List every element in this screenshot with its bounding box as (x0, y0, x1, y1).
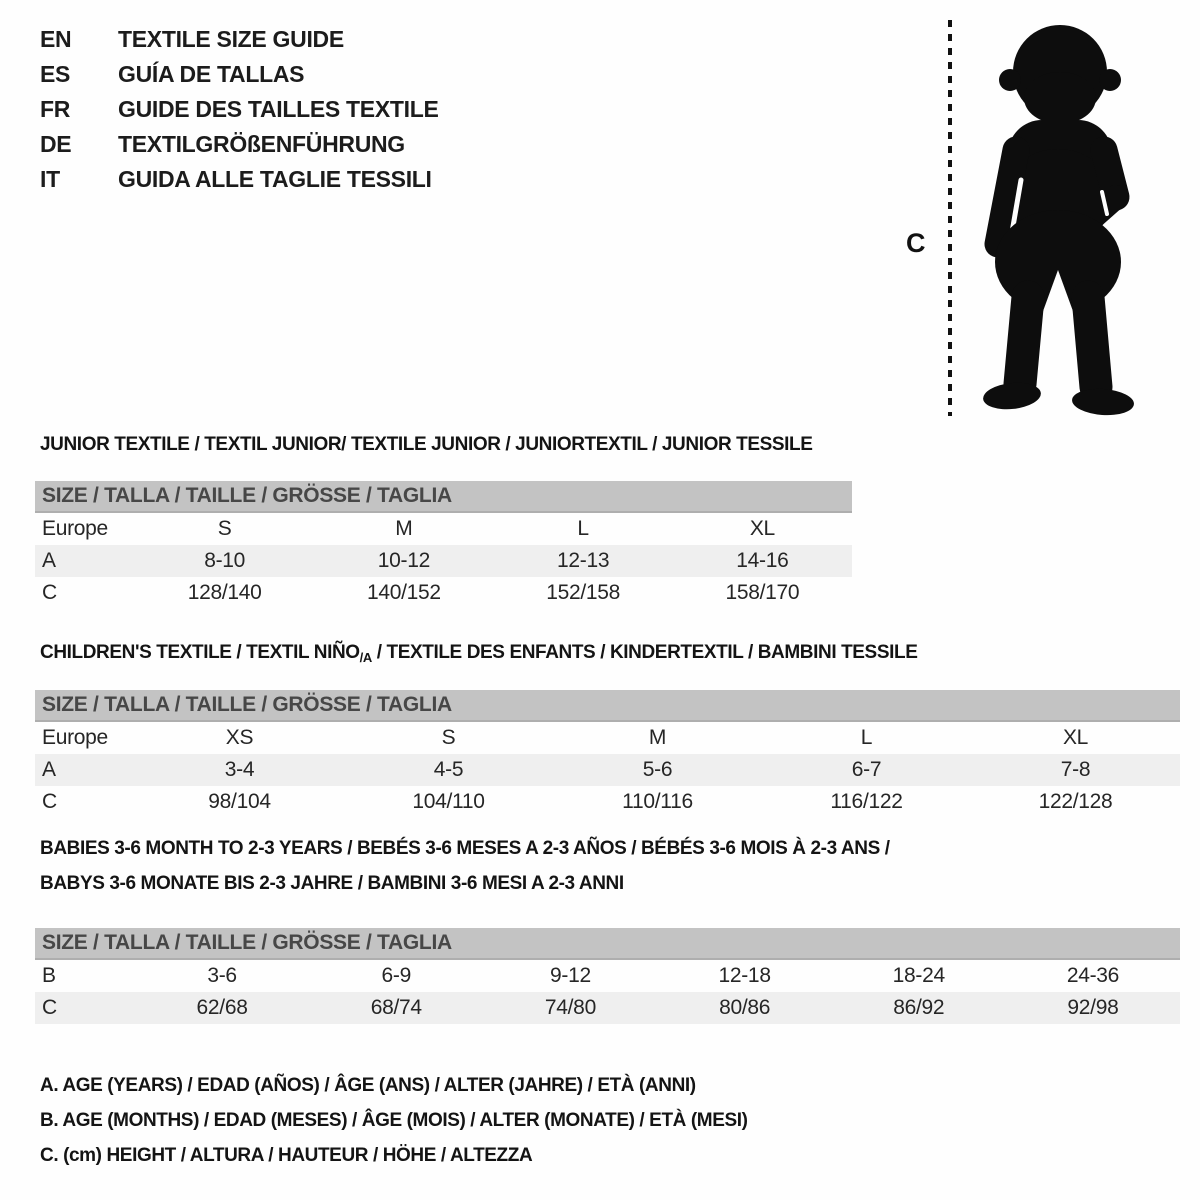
table-cell: XL (1062, 726, 1089, 749)
junior-section-title: JUNIOR TEXTILE / TEXTIL JUNIOR/ TEXTILE JUNIOR / JUNIORTEXTIL / JUNIOR TESSILE (40, 434, 813, 455)
table-cell: 18-24 (892, 964, 945, 987)
row-label: B (42, 964, 56, 987)
language-row-es (40, 57, 439, 92)
babies-table (35, 928, 1180, 1024)
table-cell: 74/80 (544, 996, 596, 1019)
size-header-band: SIZE / TALLA / TAILLE / GRÖSSE / TAGLIA (35, 690, 1180, 722)
note-age-years: A. AGE (YEARS) / EDAD (AÑOS) / ÂGE (ANS) / ALTER (JAHRE) / ETÀ (ANNI) (40, 1075, 696, 1096)
row-label: Europe (42, 726, 108, 749)
table-cell: 104/110 (412, 790, 485, 813)
language-code: EN (40, 26, 72, 52)
table-cell: S (441, 726, 456, 749)
table-row (35, 577, 852, 609)
table-cell: 9-12 (550, 964, 591, 987)
table-cell: 110/116 (622, 790, 693, 813)
table-cell: 140/152 (366, 581, 441, 604)
note-age-months: B. AGE (MONTHS) / EDAD (MESES) / ÂGE (MOIS) / ALTER (MONATE) / ETÀ (MESI) (40, 1110, 748, 1131)
language-title: TEXTILGRÖßENFÜHRUNG (118, 131, 405, 157)
table-cell: 68/74 (370, 996, 422, 1019)
table-cell: 8-10 (204, 549, 246, 572)
toddler-silhouette-icon (982, 25, 1135, 417)
table-cell: 10-12 (377, 549, 430, 572)
children-title-post: / TEXTILE DES ENFANTS / KINDERTEXTIL / BAMBINI TESSILE (371, 642, 918, 663)
children-table (35, 690, 1180, 818)
junior-table (35, 481, 852, 609)
children-title-pre: CHILDREN'S TEXTILE / TEXTIL NIÑO (40, 642, 360, 663)
table-row (35, 960, 1180, 992)
table-cell: 24-36 (1066, 964, 1120, 987)
table-cell: 158/170 (725, 581, 800, 604)
table-cell: 122/128 (1038, 790, 1113, 813)
row-label: Europe (42, 517, 108, 540)
table-cell: XL (749, 517, 775, 540)
row-label: A (42, 549, 56, 572)
row-label: A (42, 758, 56, 781)
language-row-de (40, 127, 439, 162)
table-cell: 3-6 (207, 964, 237, 987)
height-measure-label: C (906, 228, 926, 258)
language-row-en (40, 22, 439, 57)
babies-section-title-line2: BABYS 3-6 MONATE BIS 2-3 JAHRE / BAMBINI 3-6 MESI A 2-3 ANNI (40, 873, 624, 894)
table-cell: 6-9 (381, 964, 411, 987)
table-cell: L (577, 517, 589, 540)
table-cell: 4-5 (433, 758, 464, 781)
language-title-block (40, 22, 439, 197)
size-header-band: SIZE / TALLA / TAILLE / GRÖSSE / TAGLIA (35, 481, 852, 513)
table-cell: 12-13 (557, 549, 610, 572)
language-code: IT (40, 166, 60, 192)
row-label: C (42, 790, 57, 813)
table-cell: XS (225, 726, 254, 749)
language-title: GUIDE DES TAILLES TEXTILE (118, 96, 439, 122)
row-label: C (42, 581, 57, 604)
language-title: TEXTILE SIZE GUIDE (118, 26, 344, 52)
table-row (35, 722, 1180, 754)
babies-section-title-line1: BABIES 3-6 MONTH TO 2-3 YEARS / BEBÉS 3-6 MESES A 2-3 AÑOS / BÉBÉS 3-6 MOIS À 2-3 ANS / (40, 838, 890, 859)
language-title: GUÍA DE TALLAS (118, 61, 305, 87)
table-cell: 62/68 (196, 996, 248, 1019)
table-row (35, 786, 1180, 818)
language-code: FR (40, 96, 71, 122)
table-cell: 5-6 (642, 758, 673, 781)
table-cell: 152/158 (546, 581, 621, 604)
language-title: GUIDA ALLE TAGLIE TESSILI (118, 166, 432, 192)
table-row (35, 992, 1180, 1024)
language-code: ES (40, 61, 71, 87)
note-height-cm: C. (cm) HEIGHT / ALTURA / HAUTEUR / HÖHE / ALTEZZA (40, 1145, 533, 1166)
table-cell: 80/86 (719, 996, 771, 1019)
table-cell: 128/140 (187, 581, 262, 604)
table-cell: M (648, 726, 667, 749)
language-row-it (40, 162, 439, 197)
table-cell: M (395, 517, 413, 540)
children-section-title (40, 642, 917, 665)
size-header-band: SIZE / TALLA / TAILLE / GRÖSSE / TAGLIA (35, 928, 1180, 960)
toddler-height-figure (898, 12, 1153, 424)
table-cell: 12-18 (718, 964, 771, 987)
table-cell: 98/104 (208, 790, 271, 813)
table-cell: S (217, 517, 232, 540)
children-title-sub: /A (359, 650, 372, 665)
table-cell: 6-7 (851, 758, 882, 781)
row-label: C (42, 996, 57, 1019)
legend-notes (40, 1068, 748, 1173)
table-cell: 14-16 (736, 549, 789, 572)
table-cell: 116/122 (830, 790, 903, 813)
table-cell: 7-8 (1060, 758, 1091, 781)
table-cell: 92/98 (1067, 996, 1119, 1019)
table-cell: 3-4 (224, 758, 255, 781)
language-code: DE (40, 131, 72, 157)
table-row (35, 545, 852, 577)
language-row-fr (40, 92, 439, 127)
table-cell: 86/92 (893, 996, 945, 1019)
table-row (35, 513, 852, 545)
table-cell: L (860, 726, 873, 749)
table-row (35, 754, 1180, 786)
